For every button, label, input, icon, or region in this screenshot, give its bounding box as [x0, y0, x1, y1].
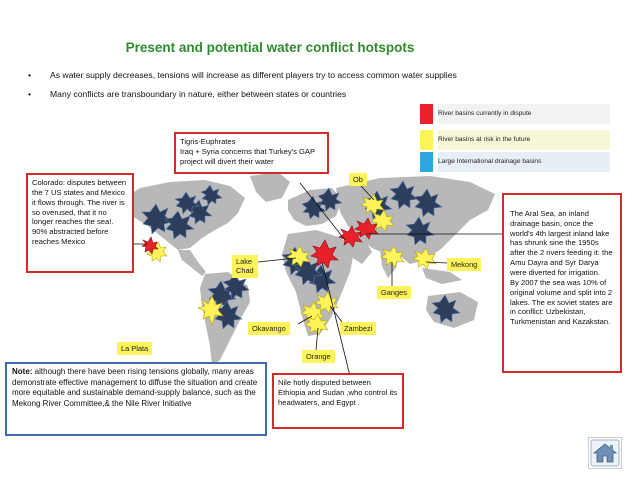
callout-aral-sea [502, 193, 622, 373]
bullet-text: Many conflicts are transboundary in nature, either between states or countries [50, 89, 347, 99]
callout-nile: Nile hotly disputed between Ethiopia and Sudan ,who control its headwaters, and Egypt . [272, 373, 404, 429]
bullet-marker: • [28, 89, 32, 99]
connector-okavango [298, 316, 312, 324]
connector-lake-chad [258, 258, 296, 262]
connector-mekong [426, 262, 447, 263]
bullet-marker: • [28, 70, 32, 80]
callout-tigris-euphrates: Tigris-Euphrates Iraq + Syria concerns that Turkey's GAP project will divert their water [174, 132, 329, 174]
note-label: Note: [12, 367, 33, 376]
connector-ob [360, 185, 374, 200]
legend-label: River basins currently in dispute [438, 104, 610, 124]
label-mekong: Mekong [447, 258, 481, 271]
legend-label: Large International drainage basins [438, 152, 610, 172]
callout-aral-text: The Aral Sea, an inland drainage basin, once the world's 4th largest inland lake has shrunk sine the 1950s after the 2 rivers feeding it: the Amu Dayra and Syr Darya were diverted for irrigation. By 2007 the sea was 10% of original volume and split into 2 lakes. The ex soviet states are in conflict: Uzbekistan, Turkmenistan and Kazakstan. [510, 208, 613, 327]
note-box [5, 362, 267, 436]
label-orange: Orange [302, 350, 335, 363]
note-text: although there have been rising tensions globally, many areas demonstrate effective management to diffuse the situation and create more equitable and sustainable demand-supply balance, such as the Mekong River Committee,& the Nile River Initiative [12, 367, 258, 408]
label-ob: Ob [349, 173, 367, 186]
home-icon [589, 438, 621, 468]
label-lake-chad: Lake Chad [232, 255, 258, 278]
connector-tigris [300, 183, 345, 240]
label-ganges: Ganges [377, 286, 411, 299]
bullet-text: As water supply decreases, tensions will increase as different players try to access common water supplies [50, 70, 457, 80]
connector-orange [316, 328, 318, 350]
callout-colorado: Colorado: disputes between the 7 US states and Mexico it flows through. The river is so overused, that it no longer reaches the sea!. 90% abstracted before reaches Mexico [26, 173, 134, 273]
home-button[interactable] [588, 437, 622, 469]
label-la-plata: La Plata [117, 342, 152, 355]
label-zambezi: Zambezi [340, 322, 376, 335]
slide-title: Present and potential water conflict hotspots [125, 40, 415, 55]
label-okavango: Okavango [248, 322, 290, 335]
legend-label: River basins at risk in the future [438, 130, 610, 150]
